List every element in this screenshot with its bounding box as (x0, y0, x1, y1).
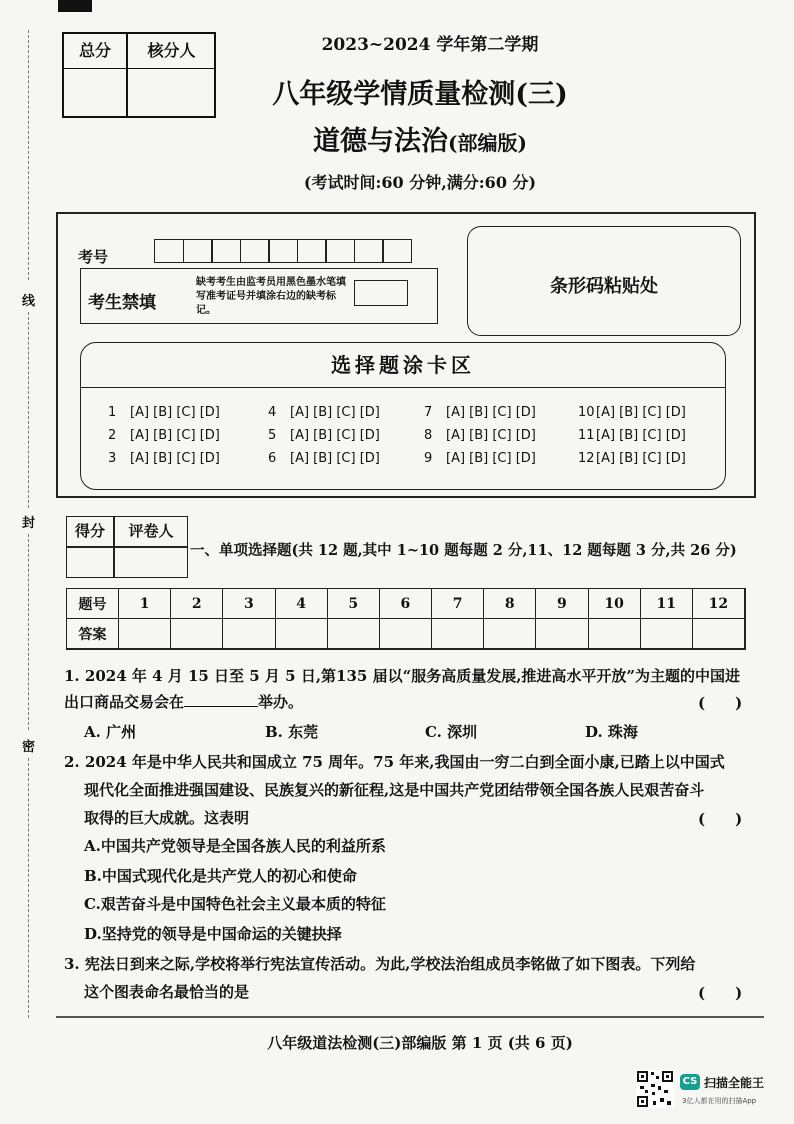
binding-dash-line (28, 534, 29, 730)
page-footer: 八年级道法检测(三)部编版 第 1 页 (共 6 页) (267, 1034, 573, 1052)
question-1-option-c: C. 深圳 (425, 723, 478, 741)
kaohao-grid[interactable] (154, 239, 411, 263)
absent-mark-box[interactable] (354, 280, 408, 306)
score-label: 得分 (74, 522, 105, 540)
choice-bubbles[interactable]: [A] [B] [C] [D] (446, 405, 536, 420)
camscanner-logo: CS (680, 1074, 700, 1090)
choice-number: 7 (424, 405, 433, 420)
choice-bubbles[interactable]: [A] [B] [C] [D] (446, 451, 536, 466)
choice-number: 2 (108, 428, 117, 443)
question-2-option-a: A.中国共产党领导是全国各族人民的利益所系 (84, 837, 386, 855)
qr-code-icon (636, 1070, 674, 1108)
answer-cell[interactable] (536, 619, 588, 649)
forbid-instructions: 缺考考生由监考员用黑色墨水笔填写准考证号并填涂右边的缺考标记。 (196, 277, 346, 316)
question-number-cell: 12 (693, 589, 745, 619)
choice-item-8[interactable] (424, 428, 536, 443)
choice-item-3[interactable] (108, 451, 220, 466)
choice-item-9[interactable] (424, 451, 536, 466)
answer-cell[interactable] (693, 619, 745, 649)
choice-bubbles[interactable]: [A] [B] [C] [D] (596, 428, 686, 443)
choice-item-12[interactable] (578, 451, 686, 466)
choice-bubbles[interactable]: [A] [B] [C] [D] (130, 428, 220, 443)
binding-dash-line (28, 758, 29, 1018)
choice-item-5[interactable] (268, 428, 380, 443)
choice-number: 9 (424, 451, 433, 466)
choice-number: 12 (578, 451, 595, 466)
choice-bubbles[interactable]: [A] [B] [C] [D] (290, 405, 380, 420)
camscanner-slogan: 3亿人都在用的扫描App (682, 1097, 757, 1105)
choice-item-7[interactable] (424, 405, 536, 420)
question-1-line1: 1. 2024 年 4 月 15 日至 5 月 5 日,第135 届以“服务高质量发展,推进高水平开放”为主题的中国进 (64, 667, 741, 685)
answer-cell[interactable] (641, 619, 693, 649)
answer-paren: ( ) (698, 694, 743, 712)
exam-time-info: (考试时间:60 分钟,满分:60 分) (303, 173, 537, 192)
choice-number: 6 (268, 451, 277, 466)
question-number-cell: 2 (171, 589, 223, 619)
choice-number: 8 (424, 428, 433, 443)
checker-label: 核分人 (147, 41, 196, 60)
question-number-cell: 3 (223, 589, 275, 619)
margin-seal-char: 封 (22, 516, 36, 531)
choice-item-11[interactable] (578, 428, 686, 443)
question-number-cell: 11 (641, 589, 693, 619)
question-2-option-b: B.中国式现代化是共产党人的初心和使命 (84, 867, 357, 885)
question-number-cell: 9 (536, 589, 588, 619)
question-number-cell: 4 (276, 589, 328, 619)
choice-area-title: 选择题涂卡区 (80, 342, 726, 388)
margin-secret-char: 密 (22, 740, 36, 755)
edition: (部编版) (448, 131, 527, 155)
choice-item-4[interactable] (268, 405, 380, 420)
question-number-cell: 1 (119, 589, 171, 619)
choice-bubbles[interactable]: [A] [B] [C] [D] (290, 428, 380, 443)
barcode-label: 条形码粘贴处 (550, 276, 658, 297)
answer-cell[interactable] (432, 619, 484, 649)
choice-bubbles[interactable]: [A] [B] [C] [D] (596, 405, 686, 420)
answer-cell[interactable] (171, 619, 223, 649)
choice-bubbles[interactable]: [A] [B] [C] [D] (446, 428, 536, 443)
binding-dash-line (28, 312, 29, 508)
exam-subject: 道德与法治(部编版) (313, 126, 527, 157)
choice-number: 1 (108, 405, 117, 420)
answer-cell[interactable] (589, 619, 641, 649)
answer-paren: ( ) (698, 810, 743, 828)
choice-number: 11 (578, 428, 595, 443)
school-year: 2023~2024 学年第二学期 (321, 35, 539, 55)
question-number-cell: 7 (432, 589, 484, 619)
question-2-option-d: D.坚持党的领导是中国命运的关键抉择 (84, 925, 342, 943)
total-score-label: 总分 (78, 41, 111, 60)
question-number-cell: 6 (380, 589, 432, 619)
choice-item-10[interactable] (578, 405, 686, 420)
choice-item-6[interactable] (268, 451, 380, 466)
answer-cell[interactable] (328, 619, 380, 649)
score-table (62, 32, 216, 118)
question-number-cell: 5 (328, 589, 380, 619)
choice-number: 10 (578, 405, 595, 420)
question-number-cell: 10 (589, 589, 641, 619)
question-2-line3: 取得的巨大成就。这表明 (84, 809, 250, 827)
forbid-label: 考生禁填 (88, 293, 156, 313)
top-black-bar (58, 0, 92, 12)
answer-paren: ( ) (698, 984, 743, 1002)
answer-label: 答案 (67, 619, 119, 649)
choice-bubbles[interactable]: [A] [B] [C] [D] (290, 451, 380, 466)
exam-title: 八年级学情质量检测(三) (272, 79, 568, 110)
grader-label: 评卷人 (128, 522, 174, 540)
answer-cell[interactable] (380, 619, 432, 649)
margin-line-char: 线 (22, 294, 36, 309)
question-number-cell: 8 (484, 589, 536, 619)
choice-item-1[interactable] (108, 405, 220, 420)
choice-number: 5 (268, 428, 277, 443)
question-3-line2: 这个图表命名最恰当的是 (84, 983, 250, 1001)
choice-number: 3 (108, 451, 117, 466)
choice-bubbles[interactable]: [A] [B] [C] [D] (596, 451, 686, 466)
question-1-option-b: B. 东莞 (265, 723, 319, 741)
camscanner-name: 扫描全能王 (704, 1076, 765, 1090)
choice-bubbles[interactable]: [A] [B] [C] [D] (130, 405, 220, 420)
question-2-line2: 现代化全面推进强国建设、民族复兴的新征程,这是中国共产党团结带领全国各族人民艰苦奋斗 (84, 781, 705, 799)
answer-cell[interactable] (484, 619, 536, 649)
question-1-option-d: D. 珠海 (585, 723, 638, 741)
section-title: 一、单项选择题(共 12 题,其中 1~10 题每题 2 分,11、12 题每题 3 分,共 26 分) (190, 542, 737, 559)
answer-cell[interactable] (276, 619, 328, 649)
choice-number: 4 (268, 405, 277, 420)
fill-blank[interactable] (184, 691, 258, 707)
answer-cell[interactable] (119, 619, 171, 649)
choice-item-2[interactable] (108, 428, 220, 443)
kaohao-label: 考号 (78, 248, 109, 266)
question-3-line1: 3. 宪法日到来之际,学校将举行宪法宣传活动。为此,学校法治组成员李铭做了如下图表。下列给 (64, 955, 696, 973)
question-1-line2: 出口商品交易会在 举办。 (64, 693, 304, 711)
question-number-label: 题号 (67, 589, 119, 619)
binding-dash-line (28, 30, 29, 280)
grade-table (66, 516, 188, 578)
answer-cell[interactable] (223, 619, 275, 649)
choice-bubbles[interactable]: [A] [B] [C] [D] (130, 451, 220, 466)
question-2-option-c: C.艰苦奋斗是中国特色社会主义最本质的特征 (84, 895, 386, 913)
page-bottom-rule (56, 1016, 764, 1018)
question-1-option-a: A. 广州 (84, 723, 137, 741)
question-2-line1: 2. 2024 年是中华人民共和国成立 75 周年。75 年来,我国由一穷二白到全面小康,已踏上以中国式 (64, 753, 725, 771)
answer-table (66, 588, 746, 650)
